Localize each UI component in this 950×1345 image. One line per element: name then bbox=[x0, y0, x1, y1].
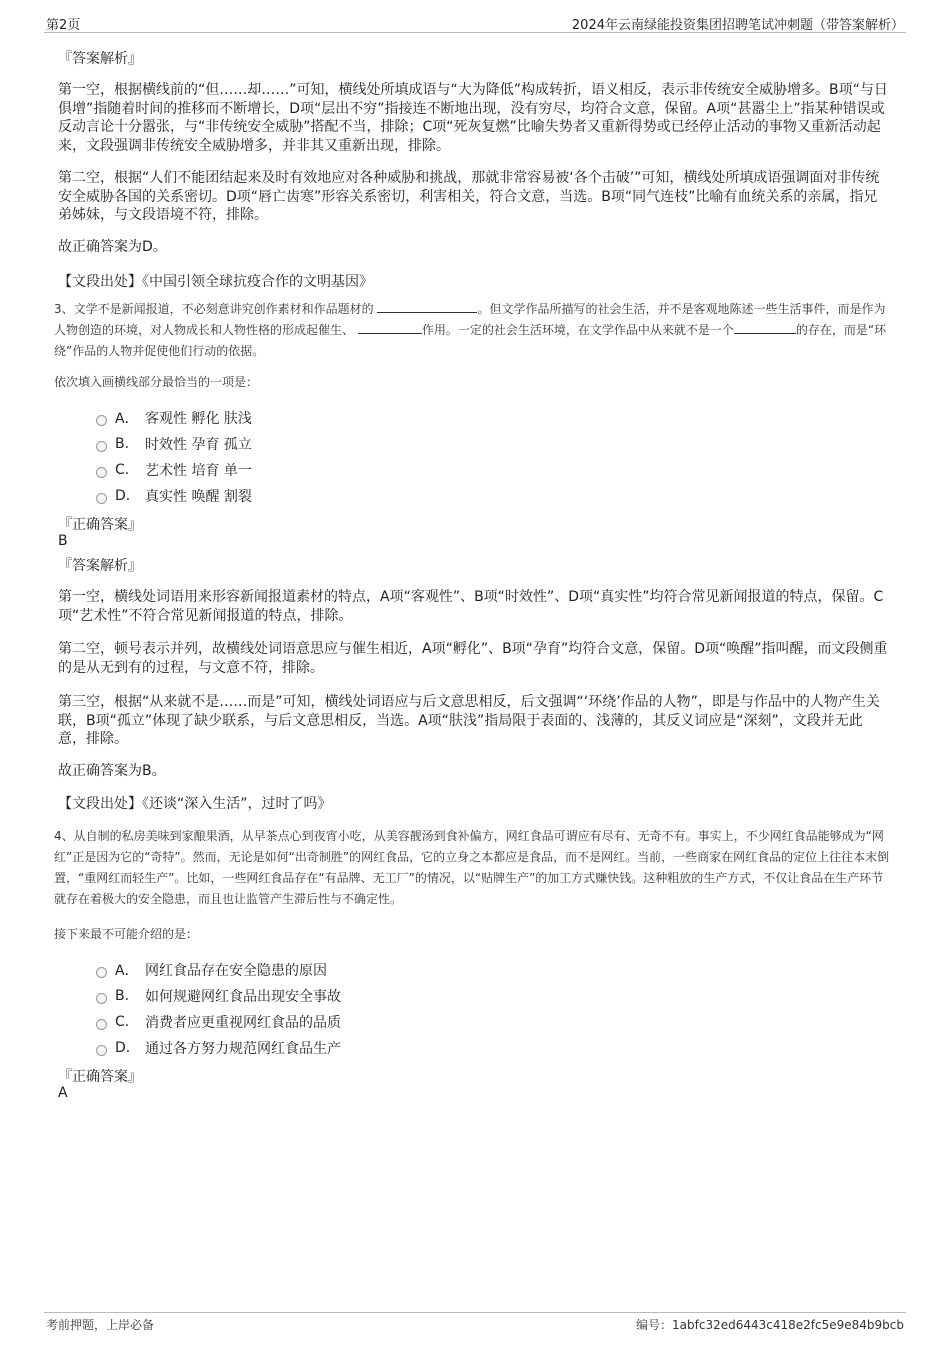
footer-slogan: 考前押题，上岸必备 bbox=[46, 1318, 155, 1332]
question-4-prompt: 接下来最不可能介绍的是： bbox=[54, 927, 199, 941]
page-header bbox=[44, 12, 906, 33]
option-text: 如何规避网红食品出现安全事故 bbox=[145, 989, 341, 1005]
option-text: 艺术性 培育 单一 bbox=[145, 463, 252, 479]
option-b[interactable] bbox=[96, 986, 341, 1006]
radio-icon[interactable] bbox=[96, 993, 107, 1004]
option-a[interactable] bbox=[96, 960, 327, 980]
option-a[interactable] bbox=[96, 408, 252, 428]
option-d[interactable] bbox=[96, 1038, 341, 1058]
analysis-paragraph: 第二空，顿号表示并列，故横线处词语意思应与催生相近，A项“孵化”、B项“孕育”均符合文意，保留。D项“唤醒”指叫醒，而文段侧重的是从无到有的过程，与文意不符，排除。 bbox=[58, 641, 888, 676]
radio-icon[interactable] bbox=[96, 415, 107, 426]
option-letter: C. bbox=[115, 462, 130, 478]
analysis-label: 『答案解析』 bbox=[58, 558, 142, 574]
option-letter: C. bbox=[115, 1014, 130, 1030]
analysis-label: 『答案解析』 bbox=[58, 51, 142, 67]
option-d[interactable] bbox=[96, 486, 252, 506]
question-3-text: 3、文学不是新闻报道，不必刻意讲究创作素材和作品题材的 。但文学作品所描写的社会生活，并不是客观地陈述一些生活事件，而是作为人物创造的环境，对人物成长和人物性格的形成起催生、 作用。一定的社会生活环境，在文学作品中从来就不是一个 的存在，而是“环绕”作品的人物并促使他们行动的依据。 bbox=[54, 302, 887, 358]
analysis-paragraph: 第三空，根据“从来就不是……而是”可知，横线处词语应与后文意思相反，后文强调“‘环绕’作品的人物”，即是与作品中的人物产生关联，B项“孤立”体现了缺少联系，与后文意思相反，当选。A项“肤浅”指局限于表面的、浅薄的，其反义词应是“深刻”，文段并无此意，排除。 bbox=[58, 694, 880, 748]
radio-icon[interactable] bbox=[96, 1045, 107, 1056]
document-title: 2024年云南绿能投资集团招聘笔试冲刺题（带答案解析） bbox=[571, 18, 904, 33]
page-footer bbox=[44, 1312, 906, 1332]
question-4-text: 4、从自制的私房美味到家酿果酒，从早茶点心到夜宵小吃，从美容靓汤到食补偏方，网红食品可谓应有尽有、无奇不有。事实上，不少网红食品能够成为“网红”正是因为它的“奇特”。然而，无论是如何“出奇制胜”的网红食品，它的立身之本都应是食品，而不是网红。当前，一些商家在网红食品的定位上往往本末倒置，“重网红而轻生产”。比如，一些网红食品存在“有品牌、无工厂”的情况，以“贴牌生产”的加工方式赚快钱。这种粗放的生产方式，不仅让食品在生产环节就存在着极大的安全隐患，而且也让监管产生滞后性与不确定性。 bbox=[54, 829, 890, 906]
correct-answer-label: 『正确答案』 bbox=[58, 1069, 142, 1085]
radio-icon[interactable] bbox=[96, 493, 107, 504]
option-c[interactable] bbox=[96, 460, 252, 480]
document-id: 编号：1abfc32ed6443c418e2fc5e9e84b9bcb bbox=[636, 1318, 904, 1332]
page-number: 第2页 bbox=[46, 18, 81, 33]
radio-icon[interactable] bbox=[96, 1019, 107, 1030]
option-letter: A． bbox=[115, 963, 139, 979]
option-b[interactable] bbox=[96, 434, 252, 454]
conclusion: 故正确答案为D。 bbox=[58, 239, 167, 255]
option-c[interactable] bbox=[96, 1012, 341, 1032]
option-text: 时效性 孕育 孤立 bbox=[145, 437, 252, 453]
radio-icon[interactable] bbox=[96, 467, 107, 478]
correct-answer: B bbox=[58, 533, 68, 549]
source-citation: 【文段出处】《中国引领全球抗疫合作的文明基因》 bbox=[58, 274, 373, 290]
correct-answer-label: 『正确答案』 bbox=[58, 517, 142, 533]
option-text: 通过各方努力规范网红食品生产 bbox=[145, 1041, 341, 1057]
source-citation: 【文段出处】《还谈“深入生活”，过时了吗》 bbox=[58, 796, 332, 812]
option-text: 真实性 唤醒 割裂 bbox=[145, 489, 252, 505]
option-text: 消费者应更重视网红食品的品质 bbox=[145, 1015, 341, 1031]
analysis-paragraph: 第一空，根据横线前的“但……却……”可知，横线处所填成语与“大为降低”构成转折，语义相反，表示非传统安全威胁增多。B项“与日俱增”指随着时间的推移而不断增长，D项“层出不穷”指接连不断地出现，没有穷尽，均符合文意，保留。A项“甚嚣尘上”指某种错误或反动言论十分嚣张，与“非传统安全威胁”搭配不当，排除；C项“死灰复燃”比喻失势者又重新得势或已经停止活动的事物又重新活动起来，文段强调非传统安全威胁增多，并非其又重新出现，排除。 bbox=[58, 82, 888, 155]
radio-icon[interactable] bbox=[96, 441, 107, 452]
option-text: 客观性 孵化 肤浅 bbox=[145, 411, 252, 427]
question-3-prompt: 依次填入画横线部分最恰当的一项是： bbox=[54, 375, 259, 389]
option-letter: B. bbox=[115, 436, 130, 452]
option-letter: B. bbox=[115, 988, 130, 1004]
option-letter: D. bbox=[115, 1040, 131, 1056]
option-text: 网红食品存在安全隐患的原因 bbox=[145, 963, 327, 979]
option-letter: D. bbox=[115, 488, 131, 504]
analysis-paragraph: 第一空，横线处词语用来形容新闻报道素材的特点，A项“客观性”、B项“时效性”、D项“真实性”均符合常见新闻报道的特点，保留。C项“艺术性”不符合常见新闻报道的特点，排除。 bbox=[58, 589, 884, 624]
radio-icon[interactable] bbox=[96, 967, 107, 978]
conclusion: 故正确答案为B。 bbox=[58, 763, 166, 779]
correct-answer: A bbox=[58, 1085, 68, 1101]
analysis-paragraph: 第二空，根据“人们不能团结起来及时有效地应对各种威胁和挑战，那就非常容易被‘各个击破’”可知，横线处所填成语强调面对非传统安全威胁各国的关系密切。D项“唇亡齿寒”形容关系密切，利害相关，符合文意，当选。B项“同气连枝”比喻有血统关系的亲属，指兄弟姊妹，与文段语境不符，排除。 bbox=[58, 170, 880, 224]
option-letter: A． bbox=[115, 411, 139, 427]
